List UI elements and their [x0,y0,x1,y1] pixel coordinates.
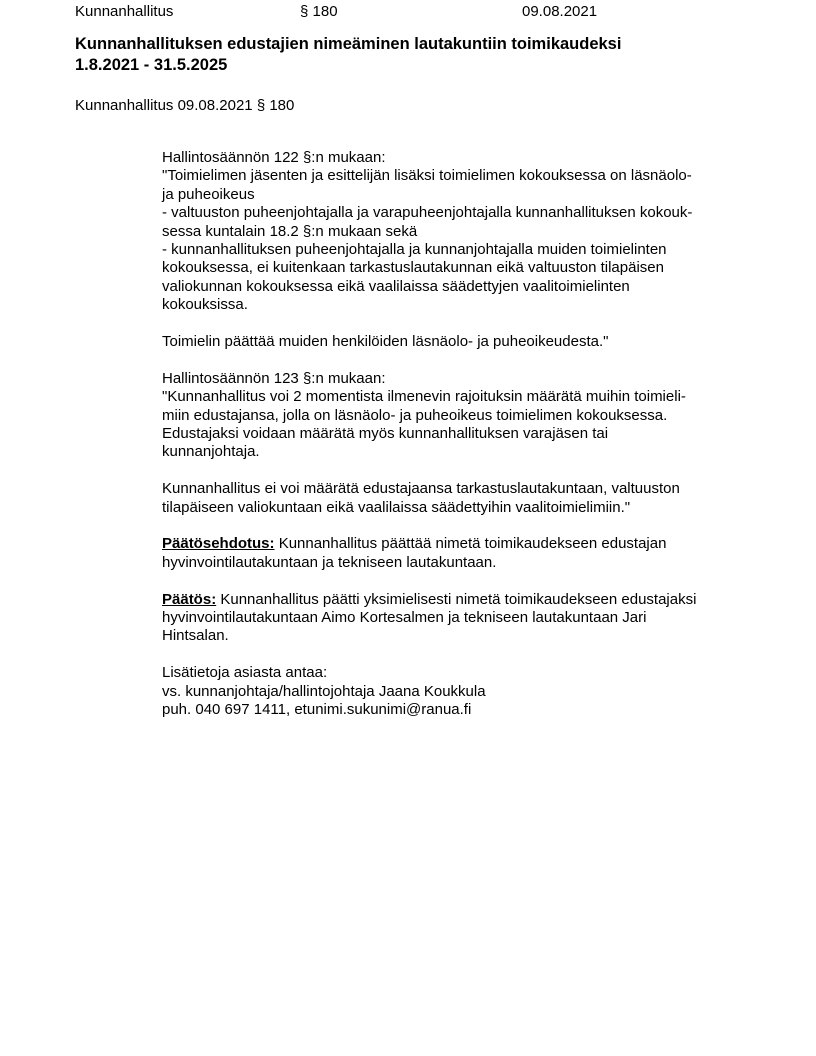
header-date: 09.08.2021 [522,3,598,20]
paragraph: Toimielin päättää muiden henkilöiden läsnäolo- ja puheoikeudesta." [162,333,609,351]
document-body [162,149,762,738]
document-title [75,34,735,75]
paragraph: Hallintosäännön 123 §:n mukaan: "Kunnanhallitus voi 2 momentista ilmenevin rajoituksin määrätä muihin toimieli- miin edustajansa, jolla on läsnäolo- ja puheoikeus toimielimen kokouksessa. Edustajaksi voidaan määrätä myös kunnanhallituksen varajäsen tai kunnanjohtaja. [162,369,686,461]
paragraph: Päätösehdotus: Kunnanhallitus päättää nimetä toimikaudekseen edustajan hyvinvointilautakuntaan ja tekniseen lautakuntaan. [162,535,667,571]
document-subtitle: Kunnanhallitus 09.08.2021 § 180 [75,97,295,114]
document-title-line1: Kunnanhallituksen edustajien nimeäminen lautakuntiin toimikaudeksi [75,35,622,53]
paragraph: Hallintosäännön 122 §:n mukaan: "Toimielimen jäsenten ja esittelijän lisäksi toimielimen kokouksessa on läsnäolo- ja puheoikeus - valtuuston puheenjohtajalla ja varapuheenjohtajalla kunnanhallituksen kokouk- sessa kuntalain 18.2 §:n mukaan sekä - kunnanhallituksen puheenjohtajalla ja kunnanjohtajalla muiden toimielinten kokouksessa, ei kuitenkaan tarkastuslautakunnan eikä valtuuston tilapäisen valiokunnan kokouksessa eikä vaalilaissa säädettyjen vaalitoimielinten kokouksissa. [162,149,693,314]
paragraph-label: Päätösehdotus: [162,535,275,553]
paragraph-label: Päätös: [162,590,217,608]
paragraph: Päätös: Kunnanhallitus päätti yksimielisesti nimetä toimikaudekseen edustajaksi hyvinvointilautakuntaan Aimo Kortesalmen ja tekniseen lautakuntaan Jari Hintsalan. [162,590,697,645]
page-header [75,3,597,21]
paragraph: Kunnanhallitus ei voi määrätä edustajaansa tarkastuslautakuntaan, valtuuston tilapäiseen valiokuntaan eikä vaalilaissa säädettyihin vaalitoimielimiin." [162,480,680,516]
header-section-number: § 180 [300,3,338,20]
header-committee: Kunnanhallitus [75,3,174,20]
paragraph: Lisätietoja asiasta antaa: vs. kunnanjohtaja/hallintojohtaja Jaana Koukkula puh. 040 697 1411, etunimi.sukunimi@ranua.fi [162,664,486,719]
document-title-line2: 1.8.2021 - 31.5.2025 [75,55,228,74]
